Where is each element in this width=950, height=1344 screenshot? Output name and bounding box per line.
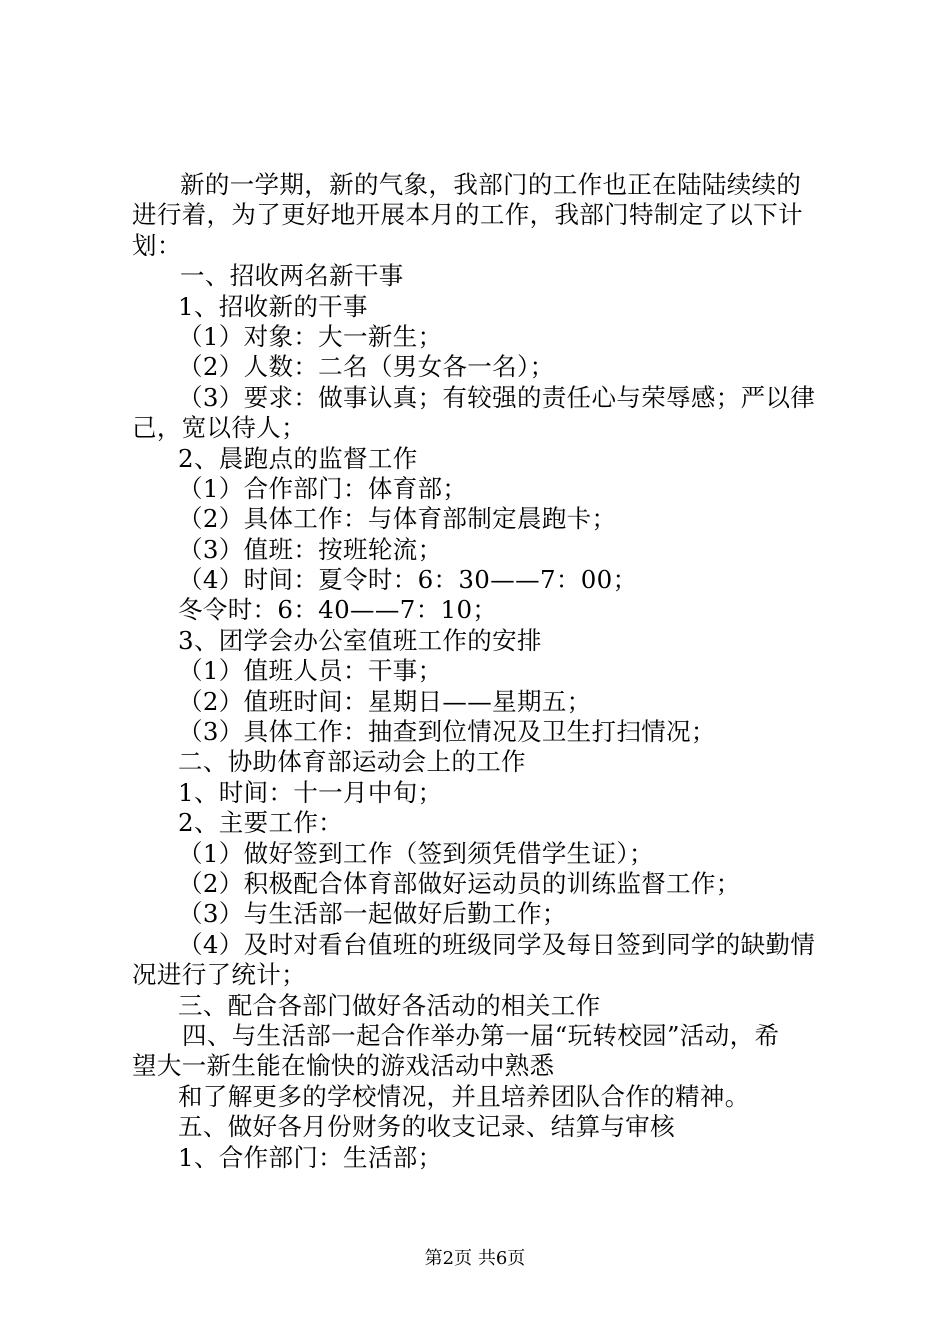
text-line: （2）具体工作：与体育部制定晨跑卡； (178, 504, 617, 534)
text-line: （1）做好签到工作（签到须凭借学生证）； (178, 838, 654, 868)
text-line: （1）值班人员：干事； (178, 656, 443, 686)
text-line: 2、主要工作： (178, 808, 344, 838)
document-body (132, 170, 832, 1173)
text-line: （3）与生活部一起做好后勤工作； (178, 899, 567, 929)
text-line: 己，宽以待人； (132, 413, 306, 443)
text-line: 2、晨跑点的监督工作 (178, 443, 418, 473)
page-number-footer: 第2页 共6页 (424, 1248, 526, 1269)
text-line: （3）要求：做事认真；有较强的责任心与荣辱感；严以律 (178, 382, 816, 412)
text-line: （2）积极配合体育部做好运动员的训练监督工作； (178, 868, 741, 898)
text-line: （1）合作部门：体育部； (178, 473, 468, 503)
text-line: 二、协助体育部运动会上的工作 (178, 747, 526, 777)
text-line: （3）具体工作：抽查到位情况及卫生打扫情况； (178, 717, 716, 747)
text-line: 进行着，为了更好地开展本月的工作，我部门特制定了以下计 (132, 200, 803, 230)
text-line: 划： (132, 230, 182, 260)
text-line: 望大一新生能在愉快的游戏活动中熟悉 (132, 1051, 555, 1081)
text-line: 五、做好各月份财务的收支记录、结算与审核 (178, 1112, 675, 1142)
text-line: （4）及时对看台值班的班级同学及每日签到同学的缺勤情 (178, 929, 816, 959)
text-line: 冬令时：6：40——7：10； (178, 595, 498, 625)
text-line: （3）值班：按班轮流； (178, 534, 443, 564)
text-line: 1、招收新的干事 (178, 291, 368, 321)
text-line: 新的一学期，新的气象，我部门的工作也正在陆陆续续的 (180, 170, 802, 199)
text-line: 四、与生活部一起合作举办第一届“玩转校园”活动，希 (182, 1020, 780, 1050)
text-line: （1）对象：大一新生； (178, 321, 443, 351)
text-line: 况进行了统计； (132, 960, 306, 990)
text-line: 1、时间：十一月中旬； (178, 777, 443, 807)
text-line: 1、合作部门：生活部； (178, 1142, 443, 1172)
text-line: （2）值班时间：星期日——星期五； (178, 686, 592, 716)
text-line: 三、配合各部门做好各活动的相关工作 (178, 990, 601, 1020)
text-line: （2）人数：二名（男女各一名）； (178, 352, 555, 382)
text-line: 一、招收两名新干事 (180, 261, 404, 291)
text-line: 3、团学会办公室值班工作的安排 (178, 625, 542, 655)
text-line: （4）时间：夏令时：6：30——7：00； (178, 565, 638, 595)
text-line: 和了解更多的学校情况，并且培养团队合作的精神。 (178, 1081, 750, 1111)
